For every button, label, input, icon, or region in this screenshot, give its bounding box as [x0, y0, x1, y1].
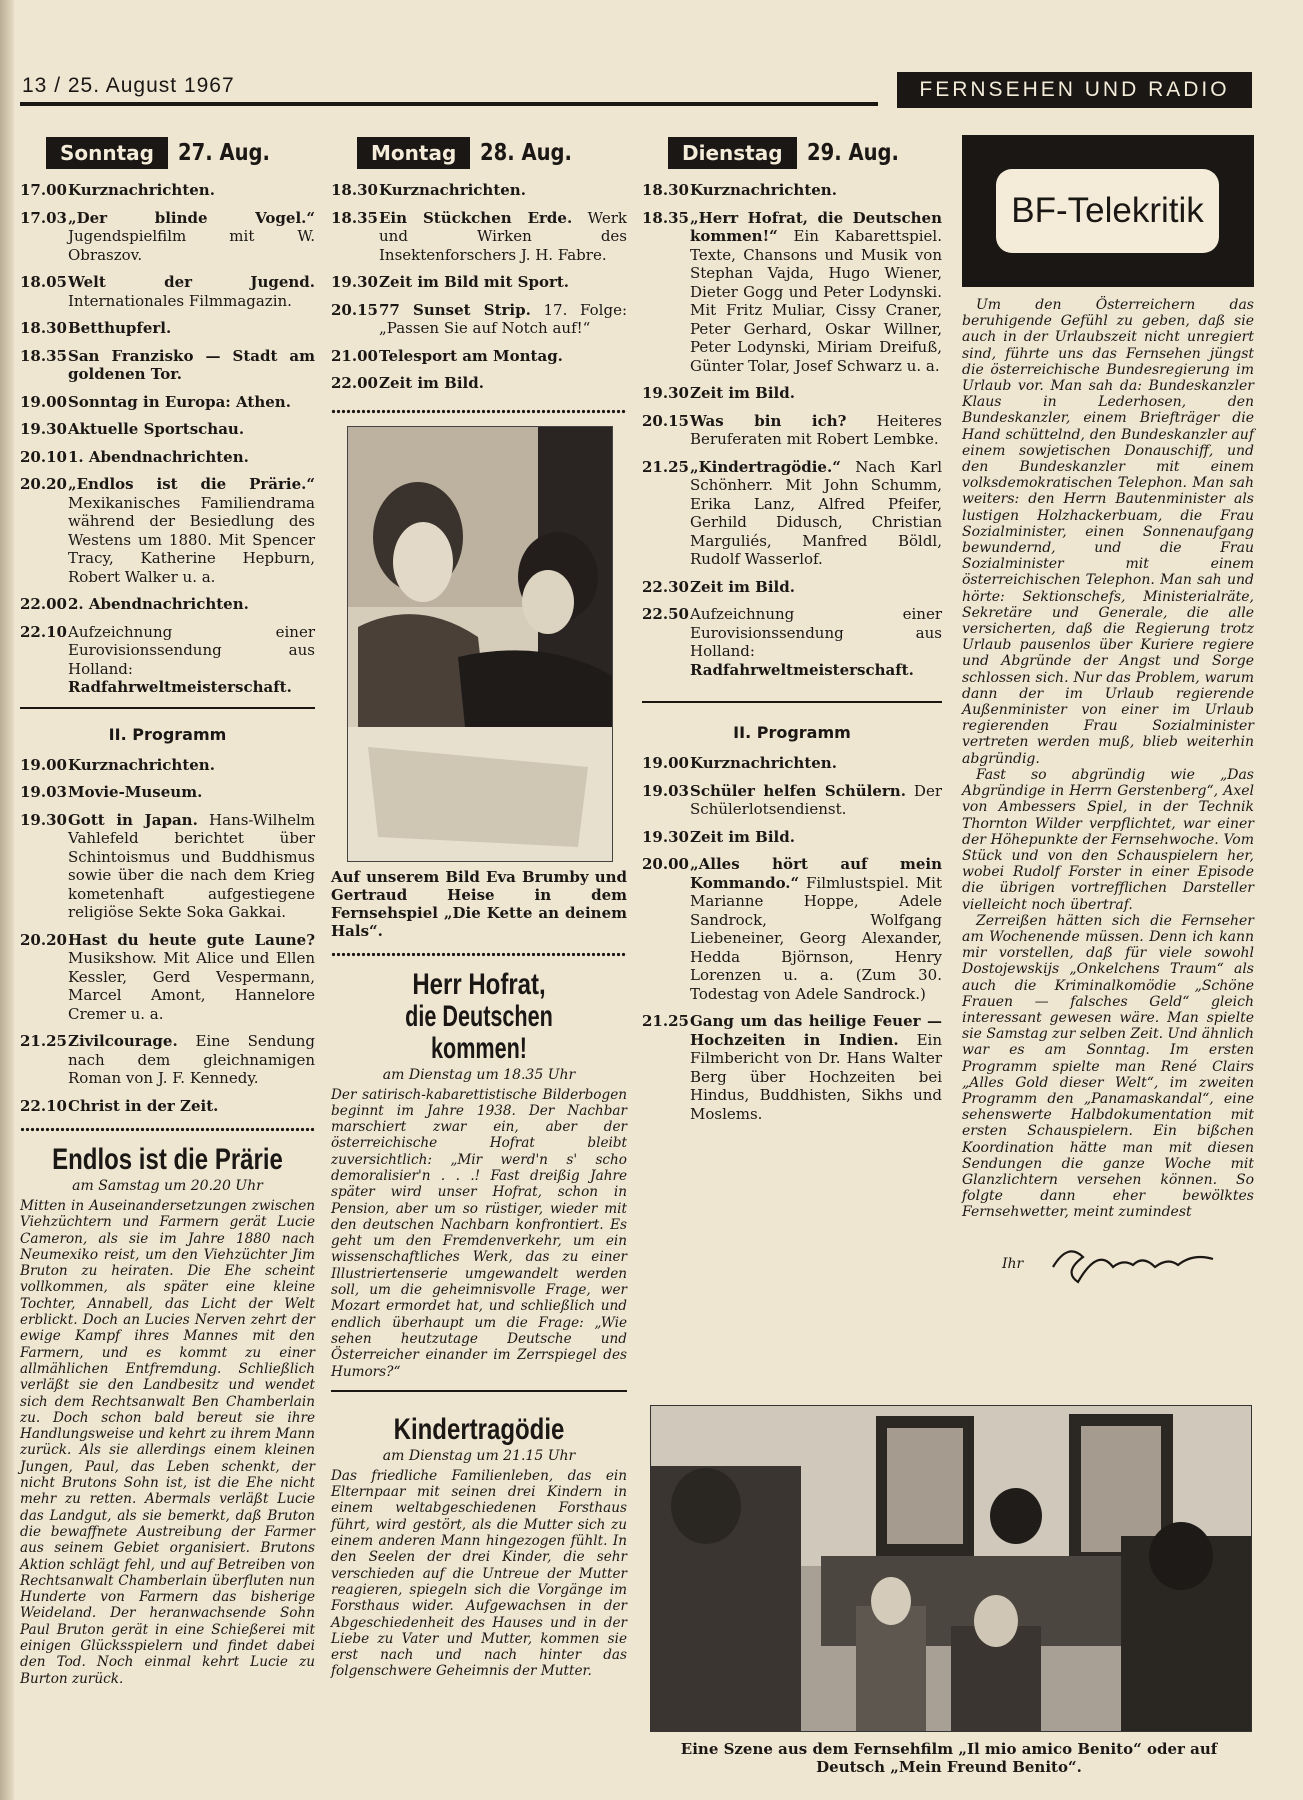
program-title: Kurznachrichten.	[68, 755, 215, 774]
program-title: Kurznachrichten.	[68, 181, 215, 199]
divider	[642, 701, 942, 703]
program-entry	[20, 393, 315, 412]
program-entry	[331, 209, 627, 265]
program-entry	[331, 301, 627, 338]
sunday-program-list	[20, 181, 315, 697]
program-time: 22.00	[20, 595, 67, 613]
program-description	[690, 828, 942, 847]
program-description	[68, 393, 315, 412]
program-time: 20.20	[20, 475, 67, 493]
dotted-divider	[331, 409, 627, 414]
program-entry	[331, 181, 627, 200]
program-entry	[642, 828, 942, 847]
program-title: „Kindertragödie.“	[690, 457, 841, 476]
actresses-photo	[347, 426, 613, 862]
telekritik-paragraph: Fast so abgründig wie „Das Abgründige in Herrn Gerstenberg“, Axel von Ambessers Spiel, in der Technik Thornton Wilder verpflichtet, war einer der Höhepunkte der Fernsehwoche. Vom Stück und von den Schauspielern her, wobei Rudolf Forster in einer Episode die übrigen vortrefflichen Darsteller vielleicht noch übertraf.	[962, 766, 1254, 913]
program-description	[379, 374, 627, 393]
program-title: 77 Sunset Strip.	[379, 300, 531, 319]
tuesday-program-list	[642, 181, 942, 679]
program-time: 21.25	[642, 1012, 689, 1030]
program-entry	[20, 420, 315, 439]
sunday-column	[20, 135, 315, 1687]
program-time: 17.00	[20, 181, 67, 199]
program-entry	[20, 181, 315, 200]
program-description	[379, 347, 627, 366]
program-description	[690, 181, 942, 200]
program-time: 19.30	[331, 273, 378, 291]
signature	[1043, 1237, 1223, 1291]
program-time: 19.00	[20, 392, 67, 411]
program-title: Kurznachrichten.	[690, 754, 837, 772]
telekritik-logo-box	[962, 135, 1254, 287]
program-entry	[642, 578, 942, 597]
program-entry	[20, 319, 315, 338]
program-time: 22.10	[20, 1096, 67, 1115]
program-description	[68, 931, 315, 1024]
program-title: Schüler helfen Schülern.	[690, 781, 906, 800]
benito-scene-photo	[650, 1405, 1252, 1732]
divider	[20, 707, 315, 709]
kinder-body: Das friedliche Familienleben, das ein Elternpaar mit seinen drei Kindern in einem weltabgeschiedenen Forsthaus führt, wird gestört, als die Mutter sich zu einem anderen Mann hingezogen fühlt. In den Seelen der drei Kinder, die sehr verschieden auf die Untreue der Mutter reagieren, spiegeln sich die Vorgänge im Forsthaus wider. Aufgewachsen in der Abgeschiedenheit des Hauses und in der Liebe zu Vater und Mutter, kommen sie erst nach und nach hinter das folgenschwere Geheimnis der Mutter.	[331, 1467, 627, 1680]
header-rule	[20, 102, 878, 106]
program-title: „Alles hört auf mein Kommando.“	[690, 855, 942, 892]
program-description	[379, 209, 627, 265]
program-entry	[20, 756, 315, 775]
telekritik-paragraph: Zerreißen hätten sich die Fernseher am Wochenende müssen. Denn ich kann mir vorstellen, daß für viele sowohl Dostojewskijs „Onkelchens Traum“ als auch die Kriminalkomödie „Schöne Frauen — falsches Geld“ gleich interessant gewesen wäre. Man spielte sie Samstag zur selben Zeit. Und ähnlich war es am Sonntag. Im ersten Programm spielte man René Clairs „Alles Gold dieser Welt“, im zweiten Programm den „Panamaskandal“, eine sehenswerte Halbdokumentation mit ersten Schauspielern. Ein bißchen Koordination hätte man mit diesen Sendungen die ganze Woche mit Glanzlichtern versehen können. So folgte dann eher bewölktes Fernsehwetter, meint zumindest	[962, 912, 1254, 1221]
program-time: 22.00	[331, 374, 378, 392]
tuesday-label: Dienstag	[668, 137, 797, 169]
sunday-label: Sonntag	[46, 137, 168, 169]
program-title: Was bin ich?	[690, 411, 847, 430]
program-time: 17.03	[20, 208, 67, 227]
program-entry	[642, 209, 942, 376]
sunday-date: 27. Aug.	[178, 140, 270, 166]
program-description	[68, 623, 315, 697]
program-description	[690, 1012, 942, 1123]
program-time: 22.50	[642, 605, 689, 623]
tuesday-date: 29. Aug.	[806, 140, 899, 166]
divider	[331, 1390, 627, 1392]
program-description	[690, 782, 942, 819]
program-title: Zeit im Bild.	[379, 374, 484, 392]
program-time: 18.35	[331, 208, 378, 227]
tuesday-header	[668, 135, 942, 171]
kinder-subline: am Dienstag um 21.15 Uhr	[382, 1447, 576, 1464]
program-details: Eine Sendung nach dem gleichnamigen Roman von J. F. Kennedy.	[68, 1032, 315, 1087]
program-entry	[20, 475, 315, 586]
program-entry	[20, 448, 315, 467]
program-details: Musikshow. Mit Alice und Ellen Kessler, Gerd Vespermann, Marcel Amont, Hannelore Cremer u. a.	[68, 949, 315, 1023]
program-description	[68, 181, 315, 200]
program-description	[379, 301, 627, 338]
program-entry	[20, 783, 315, 802]
program-time: 19.03	[20, 783, 67, 801]
program-details: Ein Kabarettspiel. Texte, Chansons und Musik von Stephan Vajda, Hugo Wiener, Dieter Gogg und Peter Lodynski. Mit Fritz Muliar, Cissy Craner, Peter Gerhard, Oskar Willner, Peter Lodynski, Miriam Dreifuß, Günter Tolar, Josef Schwarz u. a.	[690, 227, 942, 375]
program-time: 18.05	[20, 273, 67, 291]
tuesday-column	[642, 135, 942, 1132]
monday-program-list	[331, 181, 627, 393]
signature-scribble	[1043, 1237, 1223, 1287]
program-entry	[20, 273, 315, 310]
program-entry	[642, 458, 942, 569]
program-description	[690, 412, 942, 449]
program-time: 19.30	[20, 420, 67, 438]
program-details: Heiteres Beruferaten mit Robert Lembke.	[690, 411, 942, 448]
program-description	[68, 209, 315, 265]
program-entry	[642, 384, 942, 403]
program-time: 20.20	[20, 930, 67, 949]
program-description	[690, 458, 942, 569]
program-description	[690, 578, 942, 597]
program-title: 2. Abendnachrichten.	[68, 595, 249, 613]
signature-prefix: Ihr	[1002, 1255, 1024, 1272]
program-time: 22.30	[642, 577, 689, 596]
program-title: Gott in Japan.	[68, 810, 198, 829]
program-description	[68, 811, 315, 922]
section-banner: FERNSEHEN UND RADIO	[897, 72, 1252, 108]
program-description	[379, 273, 627, 292]
program-time: 18.30	[642, 181, 689, 199]
page-spine	[0, 0, 14, 1800]
program-time: 20.15	[642, 411, 689, 430]
endlos-subline: am Samstag um 20.20 Uhr	[72, 1178, 263, 1194]
program-title: Zivilcourage.	[68, 1032, 178, 1050]
program-entry	[331, 273, 627, 292]
program-description	[68, 595, 315, 614]
program-time: 18.35	[642, 208, 689, 227]
program-time: 20.15	[331, 300, 378, 319]
monday-header	[357, 135, 627, 171]
program-description	[68, 475, 315, 586]
program-details: Der Schülerlotsendienst.	[690, 781, 943, 818]
program-time: 19.00	[20, 755, 67, 774]
monday-date: 28. Aug.	[480, 140, 573, 166]
program-details: Hans-Wilhelm Vahlefeld berichtet über Schintoismus und Buddhismus sowie über die nach dem Krieg kometenhaft aufgestiegene religiöse Sekte Soka Gakkai.	[68, 810, 315, 921]
program-description	[690, 605, 942, 679]
program-entry	[20, 1032, 315, 1088]
dotted-divider	[20, 1127, 315, 1132]
signature-row	[962, 1237, 1254, 1291]
program-title: Movie-Museum.	[68, 783, 203, 801]
program-time: 19.30	[642, 827, 689, 846]
program-title: Ein Stückchen Erde.	[379, 208, 573, 227]
program-title: Kurznachrichten.	[379, 181, 526, 199]
actresses-photo-caption: Auf unserem Bild Eva Brumby und Gertraud Heise in dem Fernsehspiel „Die Kette an deinem Hals“.	[331, 867, 627, 940]
program-time: 22.10	[20, 622, 67, 641]
program-title: „Der blinde Vogel.“	[68, 208, 315, 227]
program-title: Telesport am Montag.	[379, 346, 563, 365]
program-entry	[331, 374, 627, 393]
program-time: 20.00	[642, 855, 689, 873]
program-title: Zeit im Bild.	[690, 384, 795, 402]
program-description	[68, 319, 315, 338]
endlos-headline: Endlos ist die Prärie	[52, 1143, 283, 1176]
sunday-program2-list	[20, 756, 315, 1116]
program-title: Gang um das heilige Feuer — Hochzeiten in Indien.	[690, 1012, 942, 1049]
program-entry	[20, 931, 315, 1024]
program-title: Christ in der Zeit.	[68, 1096, 219, 1115]
program-time: 19.00	[642, 754, 689, 772]
program-title: „Endlos ist die Prärie.“	[68, 475, 315, 493]
program-entry	[20, 623, 315, 697]
program-details: 17. Folge: „Passen Sie auf Notch auf!“	[379, 300, 628, 337]
program-description	[690, 384, 942, 403]
program-entry	[20, 347, 315, 384]
hofrat-headline-line1: Herr Hofrat,	[412, 967, 546, 1001]
program-description	[690, 855, 942, 1003]
dotted-divider	[331, 952, 627, 957]
program-entry	[642, 181, 942, 200]
program-entry	[20, 811, 315, 922]
program-time: 19.30	[20, 810, 67, 829]
program-title: „Herr Hofrat, die Deutschen kommen!“	[690, 208, 942, 245]
benito-scene-illustration	[651, 1406, 1252, 1732]
program-title: Sonntag in Europa: Athen.	[68, 392, 291, 411]
program-details: Aufzeichnung einer Eurovisionssendung aus Holland:	[68, 622, 315, 678]
page-date-line: 13 / 25. August 1967	[22, 74, 235, 97]
program-description	[68, 1032, 315, 1088]
benito-photo-caption: Eine Szene aus dem Fernsehfilm „Il mio amico Benito“ oder auf Deutsch „Mein Freund Benito“.	[680, 1740, 1218, 1776]
kinder-headline: Kindertragödie	[393, 1412, 565, 1446]
program-description	[68, 347, 315, 384]
program-description	[690, 209, 942, 376]
program-time: 21.25	[20, 1032, 67, 1050]
program-description	[68, 1097, 315, 1116]
program-time: 21.25	[642, 457, 689, 476]
program-entry	[20, 1097, 315, 1116]
program-title: Zeit im Bild mit Sport.	[379, 273, 570, 291]
program-details: Filmlustspiel. Mit Marianne Hoppe, Adele Sandrock, Wolfgang Liebeneiner, Georg Alexander, Hedda Björnson, Henry Lorenzen u. a. (Zum 30. Todestag von Adele Sandrock.)	[690, 873, 942, 1003]
program-description	[379, 181, 627, 200]
program-title: Welt der Jugend.	[68, 273, 315, 291]
program-description	[68, 448, 315, 467]
telekritik-column	[962, 135, 1254, 1291]
actresses-photo-illustration	[348, 427, 613, 862]
program-time: 18.35	[20, 346, 67, 365]
program-entry	[642, 412, 942, 449]
program-highlight: Radfahrweltmeisterschaft.	[690, 660, 914, 679]
program-time: 18.30	[20, 319, 67, 337]
program-details: Jugendspielfilm mit W. Obraszov.	[68, 227, 315, 264]
telekritik-logo: BF-Telekritik	[996, 169, 1219, 253]
hofrat-headline-line2: die Deutschen kommen!	[405, 999, 553, 1065]
program-title: Hast du heute gute Laune?	[68, 930, 315, 949]
program-highlight: Radfahrweltmeisterschaft.	[68, 678, 292, 696]
program-entry	[331, 347, 627, 366]
hofrat-body: Der satirisch-kabarettistische Bilderbogen beginnt im Jahre 1938. Der Nachbar marschiert zwar ein, aber der österreichische Hofrat bleibt zuversichtlich: „Mir werd'n s' scho demoralisier'n . . .! Fast dreißig Jahre später wird unser Hofrat, schon in Pension, aber um so rüstiger, wieder mit den deutschen Nachbarn konfrontiert. Es geht um den Fremdenverkehr, um ein wissenschaftliches Werk, das zu einer Illustriertenserie umgewandelt werden soll, um die geheimnisvolle Frage, wer Mozart ermordet hat, und schließlich und endlich überhaupt um die Frage: „Wie sehen heutzutage Deutsche und Österreicher einander im Zerrspiegel des Humors?“	[331, 1086, 627, 1380]
program-title: 1. Abendnachrichten.	[68, 447, 249, 466]
program-time: 19.03	[642, 781, 689, 800]
program-title: Betthupferl.	[68, 319, 172, 337]
program-time: 20.10	[20, 447, 67, 466]
program-title: Aktuelle Sportschau.	[68, 420, 245, 438]
program-details: Werk und Wirken des Insektenforschers J. H. Fabre.	[379, 208, 627, 264]
program-title: San Franzisko — Stadt am goldenen Tor.	[68, 346, 315, 383]
program-description	[68, 783, 315, 802]
tuesday-program2-title: II. Programm	[733, 723, 851, 742]
monday-column	[331, 135, 627, 1680]
program-title: Kurznachrichten.	[690, 181, 837, 199]
program-time: 18.30	[331, 181, 378, 199]
program-entry	[642, 1012, 942, 1123]
program-time: 19.30	[642, 384, 689, 402]
hofrat-subline: am Dienstag um 18.35 Uhr	[382, 1066, 576, 1083]
program-details: Nach Karl Schönherr. Mit John Schumm, Erika Lanz, Alfred Pfeifer, Gerhild Didusch, Christian Marguliés, Manfred Böldl, Rudolf Wasserlof.	[690, 457, 942, 568]
program-details: Mexikanisches Familiendrama während der Besiedlung des Westens um 1880. Mit Spencer Tracy, Katherine Hepburn, Robert Walker u. a.	[68, 493, 315, 586]
sunday-header	[46, 135, 315, 171]
program-details: Internationales Filmmagazin.	[68, 291, 292, 310]
program-entry	[20, 595, 315, 614]
program-entry	[642, 754, 942, 773]
program-description	[68, 273, 315, 310]
program-details: Ein Filmbericht von Dr. Hans Walter Berg über Hochzeiten bei Hindus, Buddhisten, Sikhs und Moslems.	[690, 1030, 942, 1123]
program-title: Zeit im Bild.	[690, 577, 795, 596]
program-entry	[642, 605, 942, 679]
sunday-program2-title: II. Programm	[108, 724, 227, 744]
monday-label: Montag	[357, 137, 470, 169]
program-time: 21.00	[331, 346, 378, 365]
program-description	[690, 754, 942, 773]
tuesday-program2-list	[642, 754, 942, 1123]
program-title: Zeit im Bild.	[690, 827, 795, 846]
program-description	[68, 756, 315, 775]
telekritik-paragraph: Um den Österreichern das beruhigende Gefühl zu geben, daß sie auch in der Urlaubszeit nicht unregiert sind, führte uns das Fernsehen jüngst die österreichische Bundesregierung im Urlaub vor. Man sah da: Bundeskanzler Klaus in Lederhosen, den Bundeskanzler, einem Briefträger die Hand schüttelnd, den Bundeskanzler auf einem sowjetischen Donauschiff, und den Bundeskanzler mit einem volksdemokratischen Telephon. Man sah weiters: den Herrn Bautenminister als lustigen Holzhackerbuam, die Frau Sozialminister, einen Sonnenaufgang bewundernd, und die Frau Sozialminister mit einem österreichischen Telephon. Man sah und hörte: Sektionschefs, Ministerialräte, Sekretäre und Generale, die alle versicherten, daß die Regierung trotz Urlaub pausenlos über Kuriere regiere und Abgründe der Angst und Sorge schlossen sich. Nur das Problem, warum dann der im Urlaub regierende Außenminister von einer im Urlaub regierenden Frau Sozialminister vertreten werden muß, blieb weiterhin abgründig.	[962, 297, 1254, 767]
program-entry	[642, 855, 942, 1003]
program-entry	[20, 209, 315, 265]
endlos-body: Mitten in Auseinandersetzungen zwischen Viehzüchtern und Farmern gerät Lucie Cameron, als sie im Jahre 1880 nach Neumexiko reist, um den Viehzüchter Jim Bruton zu heiraten. Die Ehe scheint vollkommen, als später eine kleine Tochter, Annabell, das Licht der Welt erblickt. Doch an Lucies Nerven zehrt der ewige Kampf ihres Mannes mit den Farmern, und es kommt zu einer allmählichen Entfremdung. Schließlich verläßt sie den Landbesitz und wendet sich dem Rechtsanwalt Ben Chamberlain zu. Doch schon bald bereut sie ihre Handlungsweise und kehrt zu ihrem Mann zurück. Als sie allerdings einem kleinen Jungen, Paul, das Leben schenkt, der nicht Brutons Sohn ist, ist die Ehe nicht mehr zu retten. Abermals verläßt Lucie das Landgut, als sie bemerkt, daß Bruton die bewaffnete Austreibung der Farmer aus seinem Gebiet organisiert. Brutons Aktion schlägt fehl, und auf Betreiben von Rechtsanwalt Chamberlain überfluten nun Hunderte von Farmern das bisherige Weideland. Der heranwachsende Sohn Paul Bruton gerät in eine Schießerei mit einigen Glücksspielern und findet dabei den Tod. Noch einmal kehrt Lucie zu Burton zurück.	[20, 1198, 315, 1687]
program-description	[68, 420, 315, 439]
program-entry	[642, 782, 942, 819]
program-details: Aufzeichnung einer Eurovisionssendung aus Holland:	[690, 605, 942, 660]
